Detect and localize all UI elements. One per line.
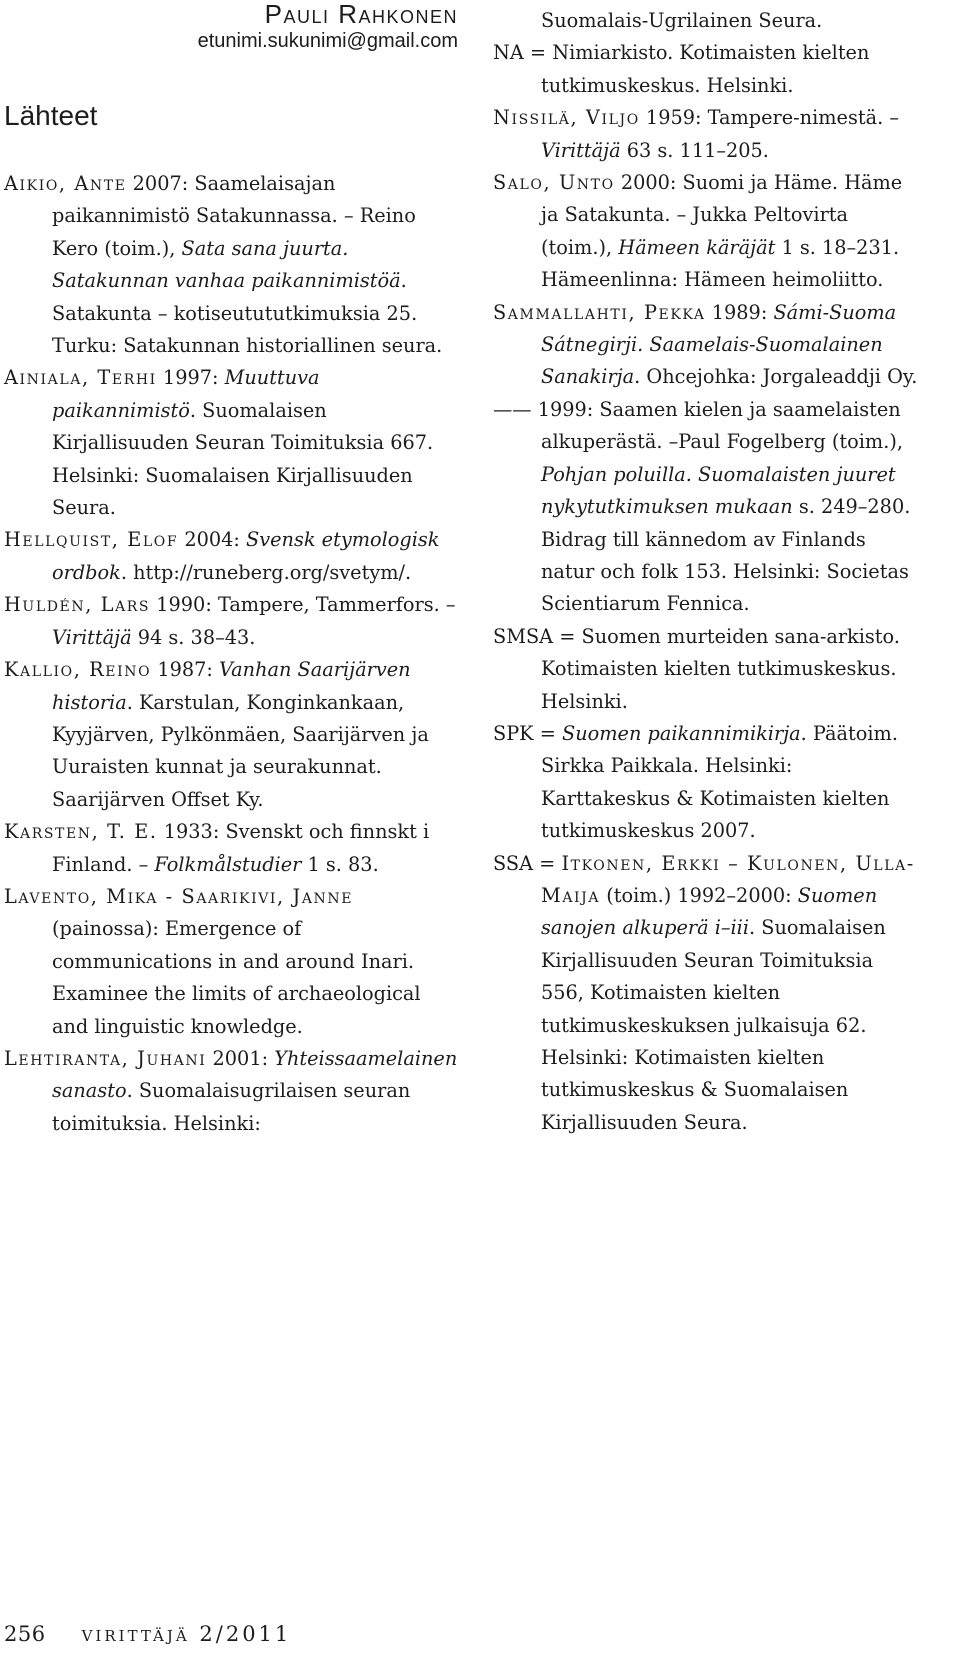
reference-entry: [493, 297, 918, 394]
reference-title: Suomen sanojen alkuperä i–iii: [541, 883, 878, 940]
reference-author: Lehtiranta, Juhani: [4, 1046, 207, 1070]
reference-entry: [493, 848, 918, 1140]
reference-author: Aikio, Ante: [4, 172, 127, 195]
reference-entry: [4, 1043, 462, 1140]
reference-text: . Päätoim. Sirkka Paikkala. Helsinki: Karttakeskus & Kotimaisten kielten tutkimuskeskus 2007.: [541, 721, 898, 843]
reference-title: Vanhan Saarijärven historia: [52, 658, 411, 714]
reference-year: 1999: [537, 397, 587, 421]
reference-text: :: [233, 528, 247, 552]
reference-title: Muuttuva paikannimistö: [52, 366, 320, 422]
reference-year: 2004: [184, 528, 234, 552]
references-left-column: [4, 168, 462, 1140]
reference-entry: [493, 167, 918, 297]
page-number: 256: [4, 1622, 46, 1646]
reference-title: Sata sana juurta. Satakunnan vanhaa paikannimistöä: [52, 236, 401, 293]
reference-text: (painossa): Emergence of communications in and around Inari. Examinee the limits of archaeological and linguistic knowledge.: [52, 917, 421, 1038]
reference-text: : Tampere-nimestä. –: [695, 106, 899, 130]
reference-entry: [4, 881, 462, 1043]
reference-title: Folkmålstudier: [154, 852, 302, 876]
reference-entry: [4, 654, 462, 816]
reference-text: : Svenskt och finnskt i Finland. –: [52, 820, 430, 876]
reference-entry: [4, 168, 462, 362]
reference-lead: NA: [493, 41, 524, 65]
reference-text: =: [533, 851, 562, 875]
author-name: Pauli Rahkonen: [264, 0, 458, 29]
reference-entry: [493, 102, 918, 167]
reference-text: . Ohcejohka: Jorgaleaddji Oy.: [634, 365, 918, 389]
reference-year: 1959: [645, 106, 695, 130]
reference-author: Hellquist, Elof: [4, 528, 179, 552]
reference-author: Sammallahti, Pekka: [493, 300, 706, 324]
reference-text: 63 s. 111–205.: [620, 138, 769, 162]
reference-year: 2007: [132, 172, 182, 195]
reference-year: 1989: [711, 300, 761, 324]
reference-title: Virittäjä: [541, 138, 621, 162]
reference-title: Yhteissaamelainen sanasto: [52, 1046, 458, 1103]
reference-text: (toim.) 1992–2000:: [600, 883, 798, 907]
author-block: [0, 0, 458, 54]
reference-title: Hämeen käräjät: [618, 235, 776, 259]
reference-text: = Nimiarkisto. Kotimaisten kielten tutkimuskeskus. Helsinki.: [523, 41, 870, 97]
reference-text: :: [261, 1046, 275, 1070]
references-right-entries: [493, 37, 918, 1139]
reference-text: 1 s. 83.: [301, 852, 379, 876]
reference-text: 94 s. 38–43.: [131, 625, 256, 649]
reference-lead: SMSA: [493, 624, 554, 648]
reference-entry: [4, 362, 462, 524]
references-right-column: [493, 5, 918, 1139]
reference-title: Virittäjä: [52, 625, 132, 649]
reference-text: :: [760, 300, 774, 324]
author-email: etunimi.sukunimi@gmail.com: [197, 30, 458, 52]
reference-text: :: [206, 658, 220, 682]
reference-text: = Suomen murteiden sana-arkisto. Kotimaisten kielten tutkimuskeskus. Helsinki.: [541, 624, 900, 713]
reference-year: 2001: [212, 1046, 262, 1070]
reference-text: : Suomi ja Häme. Häme ja Satakunta. – Jukka Peltovirta (toim.),: [541, 171, 903, 259]
reference-text: . http://runeberg.org/svetym/.: [120, 560, 412, 584]
reference-text: . Suomalaisugrilaisen seuran toimituksia. Helsinki:: [52, 1079, 411, 1135]
reference-text: :: [212, 366, 225, 390]
reference-lead: ——: [493, 397, 532, 421]
reference-year: 2000: [620, 171, 670, 195]
reference-entry: [4, 816, 462, 881]
reference-entry: [493, 394, 918, 621]
reference-year: 1990: [156, 593, 206, 617]
reference-text: : Tampere, Tammerfors. –: [205, 593, 456, 617]
reference-entry: [493, 621, 918, 718]
reference-entry: [4, 589, 462, 654]
reference-continuation: Suomalais-Ugrilainen Seura.: [541, 9, 823, 32]
reference-author: Lavento, Mika - Saarikivi, Janne: [4, 884, 354, 908]
reference-title: Suomen paikannimikirja: [562, 721, 801, 745]
reference-entry: [493, 37, 918, 102]
reference-text: . Karstulan, Konginkankaan, Kyyjärven, Pylkönmäen, Saarijärven ja Uuraisten kunnat ja seurakunnat. Saarijärven Offset Ky.: [52, 690, 429, 811]
reference-year: 1997: [162, 366, 212, 390]
reference-author: Ainiala, Terhi: [4, 366, 157, 390]
reference-year: 1933: [163, 820, 213, 844]
reference-entry: [493, 718, 918, 848]
reference-title: Sámi-Suoma Sátnegirji. Saamelais-Suomalainen Sanakirja: [541, 300, 897, 389]
section-heading: Lähteet: [4, 100, 98, 131]
reference-text: : Saamelaisajan paikannimistö Satakunnassa. – Reino Kero (toim.),: [52, 172, 416, 260]
reference-author: Salo, Unto: [493, 171, 615, 195]
reference-text: . Satakunta – kotiseutututkimuksia 25. Turku: Satakunnan historiallinen seura.: [52, 269, 443, 358]
reference-lead: SPK: [493, 721, 534, 745]
reference-author: Huldén, Lars: [4, 593, 151, 617]
reference-text: : Saamen kielen ja saamelaisten alkuperästä. –Paul Fogelberg (toim.),: [541, 397, 903, 454]
reference-text: s. 249–280. Bidrag till kännedom av Finlands natur och folk 153. Helsinki: Societas Scientiarum Fennica.: [541, 495, 911, 616]
reference-lead: SSA: [493, 851, 534, 875]
reference-year: 1987: [157, 658, 207, 682]
reference-text: Itkonen, Erkki – Kulonen, Ulla-Maija: [541, 851, 915, 907]
reference-author: Nissilä, Viljo: [493, 106, 640, 130]
reference-title: Pohjan poluilla. Suomalaisten juuret nykytutkimuksen mukaan: [541, 462, 896, 519]
reference-author: Karsten, T. E.: [4, 820, 158, 844]
reference-text: 1 s. 18–231. Hämeenlinna: Hämeen heimoliitto.: [541, 235, 900, 292]
reference-text: =: [533, 721, 563, 745]
page-footer: [4, 1620, 291, 1648]
reference-entry: [4, 524, 462, 589]
journal-issue: virittäjä 2/2011: [81, 1622, 292, 1646]
reference-author: Kallio, Reino: [4, 658, 152, 682]
reference-title: Svensk etymologisk ordbok: [52, 528, 440, 584]
reference-text: . Suomalaisen Kirjallisuuden Seuran Toimituksia 556, Kotimaisten kielten tutkimuskeskuksen julkaisuja 62. Helsinki: Kotimaisten kielten tutkimuskeskus & Suomalaisen Kirjallisuuden Seura.: [541, 916, 886, 1134]
reference-text: . Suomalaisen Kirjallisuuden Seuran Toimituksia 667. Helsinki: Suomalaisen Kirjallisuuden Seura.: [52, 398, 434, 520]
